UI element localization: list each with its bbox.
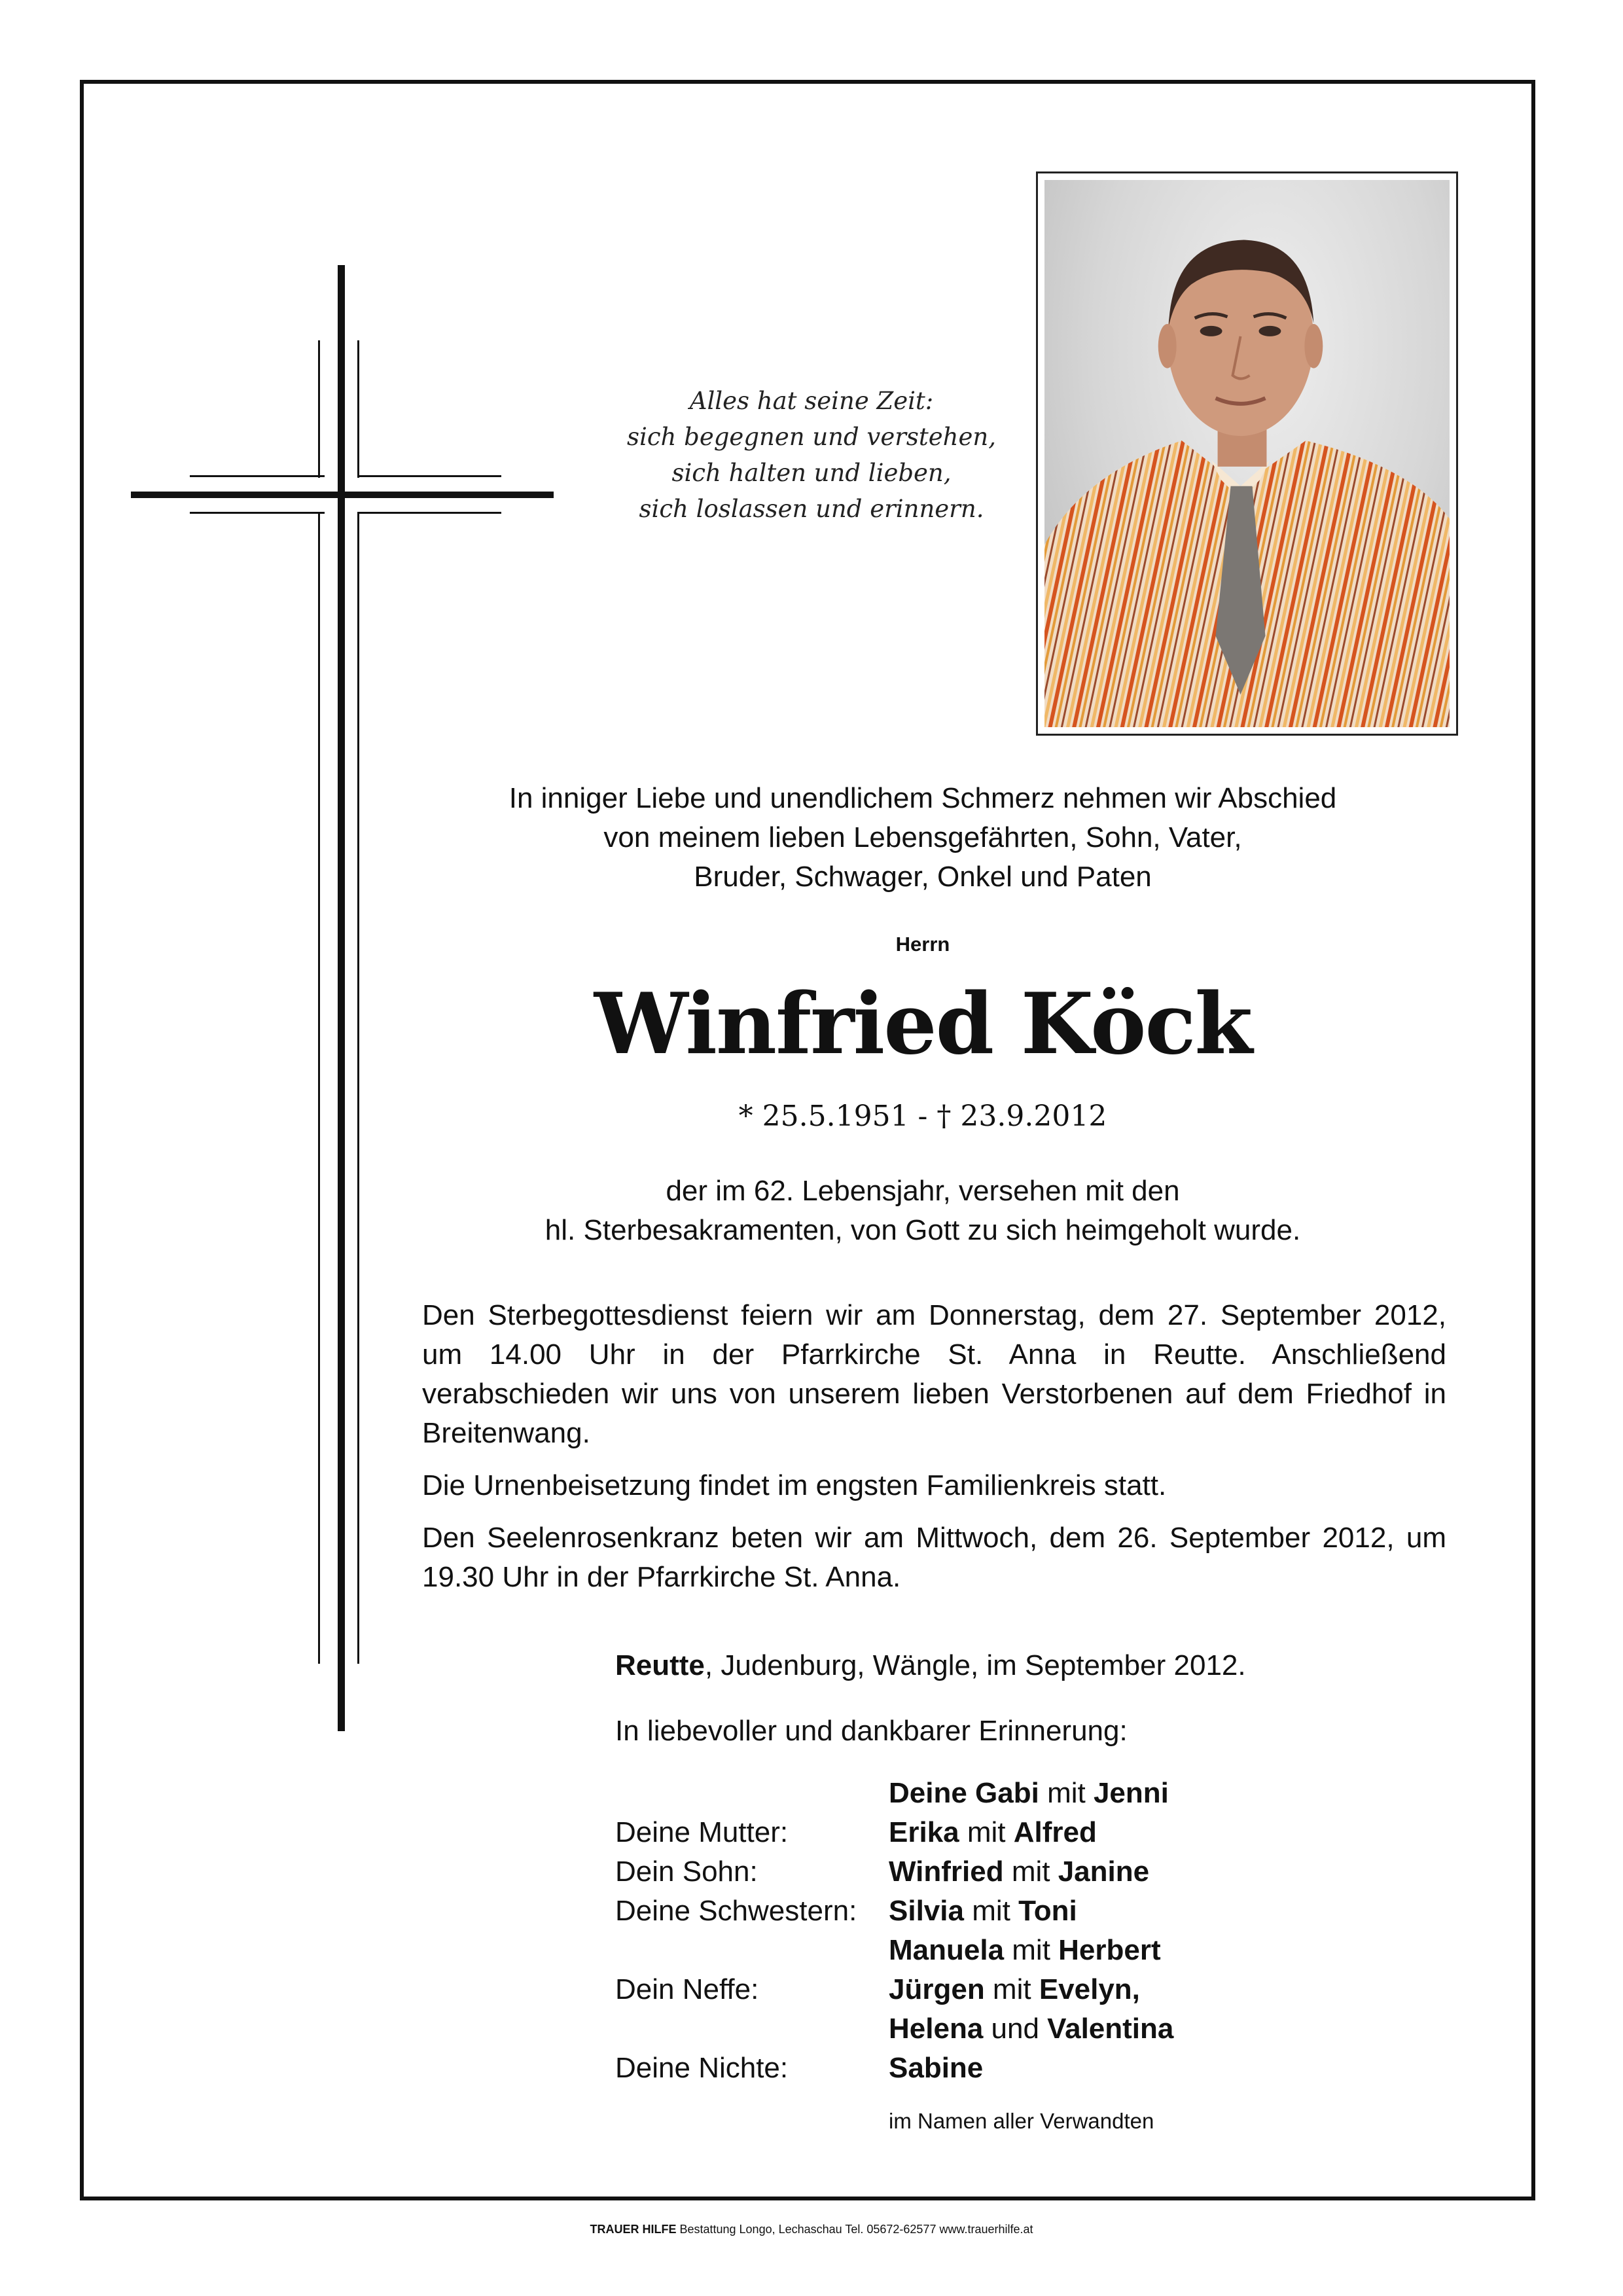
family-relation: Dein Neffe: bbox=[615, 1973, 759, 2005]
family-names bbox=[889, 1895, 1077, 1928]
place-date-line bbox=[615, 1649, 1246, 1682]
motto-line: Alles hat seine Zeit: bbox=[689, 387, 934, 415]
intro-line: In inniger Liebe und unendlichem Schmerz nehmen wir Abschied bbox=[508, 782, 1337, 814]
family-names bbox=[889, 1856, 1149, 1888]
family-names bbox=[889, 2013, 1173, 2045]
deceased-name: Winfried Köck bbox=[594, 975, 1252, 1073]
signoff: im Namen aller Verwandten bbox=[889, 2109, 1154, 2133]
portrait-photo bbox=[1044, 180, 1450, 727]
urn-paragraph: Die Urnenbeisetzung findet im engsten Familienkreis statt. bbox=[422, 1469, 1167, 1501]
family-names bbox=[889, 1934, 1161, 1967]
motto-verse bbox=[582, 383, 1041, 527]
family-names bbox=[889, 1973, 1140, 2006]
family-relation: Deine Nichte: bbox=[615, 2052, 789, 2084]
service-paragraph: Den Sterbegottesdienst feiern wir am Donnerstag, dem 27. September 2012, um 14.00 Uhr in der Pfarrkirche St. Anna in Reutte. Anschließend verabschieden wir uns von unserem lieben Verstorbenen auf dem Friedhof in Breitenwang. bbox=[422, 1299, 1446, 1449]
sacraments-text bbox=[393, 1172, 1453, 1250]
family-name: Jürgen bbox=[889, 1973, 985, 2005]
motto-line: sich begegnen und verstehen, bbox=[627, 423, 996, 451]
family-joiner: mit bbox=[984, 1973, 1039, 2005]
family-name: Alfred bbox=[1013, 1816, 1097, 1848]
rosary-paragraph: Den Seelenrosenkranz beten wir am Mittwoch, dem 26. September 2012, um 19.30 Uhr in der Pfarrkirche St. Anna. bbox=[422, 1522, 1446, 1593]
place-rest: , Judenburg, Wängle, im September 2012. bbox=[704, 1649, 1246, 1681]
family-relation: Deine Mutter: bbox=[615, 1816, 789, 1848]
family-names bbox=[889, 2052, 983, 2085]
family-name: Helena bbox=[889, 2013, 984, 2045]
family-joiner: mit bbox=[959, 1816, 1014, 1848]
sacraments-line: der im 62. Lebensjahr, versehen mit den bbox=[666, 1175, 1180, 1207]
family-name: Toni bbox=[1018, 1895, 1077, 1927]
family-joiner: und bbox=[983, 2013, 1048, 2045]
family-name: Valentina bbox=[1047, 2013, 1174, 2045]
family-name: Manuela bbox=[889, 1934, 1005, 1966]
family-names bbox=[889, 1777, 1169, 1810]
family-name: Herbert bbox=[1058, 1934, 1161, 1966]
footer-imprint bbox=[0, 2223, 1623, 2236]
intro-text bbox=[393, 779, 1453, 897]
family-names bbox=[889, 1816, 1097, 1849]
intro-line: von meinem lieben Lebensgefährten, Sohn, Vater, bbox=[603, 821, 1242, 853]
family-joiner: mit bbox=[963, 1895, 1019, 1927]
family-name: Silvia bbox=[889, 1895, 964, 1927]
portrait-frame bbox=[1036, 171, 1458, 736]
intro-line: Bruder, Schwager, Onkel und Paten bbox=[694, 861, 1152, 893]
salutation: Herrn bbox=[895, 933, 950, 956]
family-joiner: mit bbox=[1004, 1934, 1059, 1966]
place-bold: Reutte bbox=[615, 1649, 705, 1681]
motto-line: sich loslassen und erinnern. bbox=[639, 495, 984, 523]
family-name: Evelyn, bbox=[1039, 1973, 1140, 2005]
family-relation: Dein Sohn: bbox=[615, 1856, 758, 1888]
life-dates: * 25.5.1951 - † 23.9.2012 bbox=[738, 1100, 1107, 1133]
memory-line: In liebevoller und dankbarer Erinnerung: bbox=[615, 1715, 1128, 1747]
family-name: Jenni bbox=[1093, 1777, 1169, 1809]
family-name: Winfried bbox=[889, 1856, 1004, 1888]
family-name: Deine Gabi bbox=[889, 1777, 1039, 1809]
footer-text: Bestattung Longo, Lechaschau Tel. 05672-62577 www.trauerhilfe.at bbox=[676, 2223, 1033, 2236]
family-name: Janine bbox=[1058, 1856, 1150, 1888]
family-joiner: mit bbox=[1039, 1777, 1094, 1809]
sacraments-line: hl. Sterbesakramenten, von Gott zu sich heimgeholt wurde. bbox=[544, 1214, 1301, 1246]
family-relation: Deine Schwestern: bbox=[615, 1895, 857, 1927]
family-name: Sabine bbox=[889, 2052, 984, 2084]
footer-brand: TRAUER HILFE bbox=[590, 2223, 677, 2236]
family-joiner: mit bbox=[1003, 1856, 1058, 1888]
motto-line: sich halten und lieben, bbox=[671, 459, 952, 487]
family-name: Erika bbox=[889, 1816, 959, 1848]
